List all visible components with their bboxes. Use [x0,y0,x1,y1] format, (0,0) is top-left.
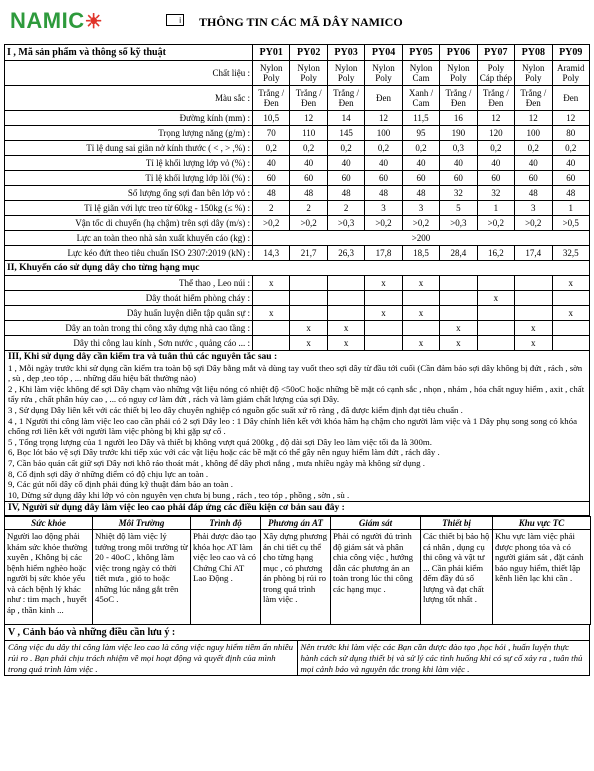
usage-mark [515,291,552,306]
usage-mark: x [402,306,439,321]
usage-mark [552,336,590,351]
spec-value: 40 [440,156,477,171]
usage-mark [253,321,290,336]
spec-label: Chất liệu : [5,61,253,86]
spec-value: 48 [365,186,402,201]
spec-row [5,86,590,111]
usage-mark: x [552,306,590,321]
spec-value: 110 [290,126,327,141]
spec-value: 95 [402,126,439,141]
usage-mark [253,291,290,306]
spec-value: 32,5 [552,246,590,261]
usage-mark [402,291,439,306]
spec-value: >0,2 [290,216,327,231]
usage-mark [327,306,364,321]
spec-label: Vận tốc di chuyển (hạ chậm) trên sợi dây (m/s) : [5,216,253,231]
warning-left: Công việc đu dây thi công làm việc leo cao là công việc nguy hiểm tiềm ẩn nhiều rủi ro . Bạn phải chịu trách nhiệm về mọi hoạt động và quyết định của mình trong quá trình làm việc . [5,641,298,675]
guideline-item: 5 , Tổng trọng lượng của 1 người leo Dây và thiết bị không vượt quá 200kg , độ dài sợi Dây leo làm việc tối đa là 300m. [8,436,432,447]
usage-mark [290,291,327,306]
usage-mark [477,276,514,291]
usage-row [5,276,590,291]
spec-label: Lực an toàn theo nhà sản xuất khuyến cáo (kg) : [5,231,253,246]
guideline-item: 10, Dừng sử dụng dây khi lớp vỏ còn nguyên vẹn chưa bị bung , rách , teo tóp , phồng , sờn , sù . [8,489,350,500]
spec-row [5,216,590,231]
spec-value: 48 [552,186,590,201]
guideline-item: 9, Các gút nối dây cố định phải đúng kỹ thuật đảm bảo an toàn . [8,479,234,490]
spec-row [5,156,590,171]
usage-label: Dây thi công lau kính , Sơn nước , quảng cáo ... : [5,336,253,351]
spec-value: 10,5 [253,111,290,126]
spec-value: 60 [327,171,364,186]
spec-value: 5 [440,201,477,216]
warning-right: Nên trước khi làm việc các Bạn cần được đào tạo ,học hỏi , huấn luyện thực hành cách sử dụng thiết bị và sử lý các tình huống khi có sự cố xảy ra , tuân thủ mọi cảnh báo và nguyên tắc trong khi làm việc . [300,641,583,674]
spec-value: 16 [440,111,477,126]
spec-value: 14 [327,111,364,126]
guideline-item: 2 , Khi làm việc không để sợi Dây chạm vào những vật liệu nóng có nhiệt độ <50oC hoặc những bề mặt có cạnh sắc , nhọn , nhám , hóa chất nguy hiểm , axit , chất tẩy rửa , chất phân hủy cao , ... có nguy cơ làm đứt , rách và làm giảm chất lượng của sợi Dây. [8,383,585,405]
spec-row [5,201,590,216]
warnings [4,641,590,676]
spec-value: Trắng / Đen [515,86,552,111]
spec-label: Màu sắc : [5,86,253,111]
spec-value: Xanh / Cam [402,86,439,111]
condition-heading: Giám sát [331,516,421,529]
spec-row [5,111,590,126]
spec-value: 0,2 [515,141,552,156]
section-3-title: III, Khi sử dụng dây cần kiểm tra và tuân thủ các nguyên tắc sau : [8,352,278,362]
spec-value: 60 [402,171,439,186]
condition-heading: Phương án AT [261,516,331,529]
condition-heading: Thiết bị [421,516,493,529]
condition-heading: Trình độ [191,516,261,529]
usage-mark [253,336,290,351]
condition-text: Phải có người đủ trình độ giám sát và phân chia công việc , hướng dẫn các phương án an toàn trong lúc thi công các hạng mục . [331,529,421,624]
spec-label: Lực kéo đứt theo tiêu chuẩn ISO 2307:2019 (kN) : [5,246,253,261]
spec-value: >0,3 [327,216,364,231]
spec-value: 0,2 [552,141,590,156]
spec-value: >0,5 [552,216,590,231]
spec-value: 60 [365,171,402,186]
spec-value: 12 [290,111,327,126]
section-4-header [4,502,590,516]
spec-value: 1 [477,201,514,216]
spec-value: 48 [515,186,552,201]
spec-value: 40 [477,156,514,171]
spec-value: 40 [365,156,402,171]
usage-mark [477,306,514,321]
condition-heading: Môi Trường [93,516,191,529]
spec-value: Nylon Poly [440,61,477,86]
spec-value: 40 [253,156,290,171]
spec-value: 60 [290,171,327,186]
spec-value: 100 [365,126,402,141]
spec-value: 18,5 [402,246,439,261]
product-code: PY03 [327,45,364,61]
usage-row [5,306,590,321]
header [4,0,590,44]
spec-value: Đen [365,86,402,111]
usage-mark: x [253,306,290,321]
product-code: PY05 [402,45,439,61]
spec-value: Nylon Poly [515,61,552,86]
document-title: THÔNG TIN CÁC MÃ DÂY NAMICO [199,15,403,29]
spec-value: 32 [440,186,477,201]
spec-row [5,246,590,261]
spec-value: 0,2 [365,141,402,156]
usage-mark [440,306,477,321]
spec-value: 2 [290,201,327,216]
usage-label: Dây huấn luyện diễn tập quân sự : [5,306,253,321]
spec-value: 0,2 [290,141,327,156]
spec-value: 3 [515,201,552,216]
product-code: PY04 [365,45,402,61]
spec-value: Nylon Cam [402,61,439,86]
usage-mark: x [552,276,590,291]
spec-value: 60 [253,171,290,186]
usage-label: Dây an toàn trong thi công xây dựng nhà cao tầng : [5,321,253,336]
spec-value: Aramid Poly [552,61,590,86]
usage-mark: x [402,336,439,351]
spec-row [5,126,590,141]
usage-mark: x [327,336,364,351]
spec-value: Nylon Poly [327,61,364,86]
spec-label: Tỉ lệ khối lượng lớp lõi (%) : [5,171,253,186]
usage-mark [402,321,439,336]
spec-value: 48 [327,186,364,201]
spec-value: 0,2 [253,141,290,156]
spec-label: Trọng lượng năng (g/m) : [5,126,253,141]
product-code: PY07 [477,45,514,61]
usage-mark [327,291,364,306]
spec-value: 0,2 [477,141,514,156]
spec-value: 120 [477,126,514,141]
usage-mark: x [365,276,402,291]
spec-value: 70 [253,126,290,141]
spec-value: 16,2 [477,246,514,261]
spec-value: >0,2 [515,216,552,231]
usage-mark [365,336,402,351]
usage-mark [552,291,590,306]
usage-mark [290,306,327,321]
spec-value: 0,2 [327,141,364,156]
spec-value: >0,2 [365,216,402,231]
spec-label: Tỉ lệ dung sai giãn nở kính thước ( < , > ,%) : [5,141,253,156]
condition-text: Xây dựng phương án chi tiết cụ thể cho từng hạng mục , có phương án phòng bị rủi ro trong quá trình làm việc . [261,529,331,624]
spec-value: 60 [552,171,590,186]
spec-value: 48 [253,186,290,201]
spec-row [5,231,590,246]
usage-mark: x [290,336,327,351]
product-code: PY01 [253,45,290,61]
specs-header-row [5,45,590,61]
spec-value: >0,2 [477,216,514,231]
usage-mark [365,291,402,306]
usage-label: Thể thao , Leo núi : [5,276,253,291]
spec-label: Tỉ lệ giãn với lực treo từ 60kg - 150kg (≤ %) : [5,201,253,216]
spec-value: 17,4 [515,246,552,261]
guideline-item: 8, Cố định sợi dây ở những điểm có độ chịu lực an toàn . [8,468,209,479]
usage-mark: x [440,321,477,336]
condition-heading: Sức khỏe [5,516,93,529]
section-3-guidelines [4,351,590,502]
spec-label: Số lượng ống sợi đan bên lớp vỏ : [5,186,253,201]
spec-value: 0,2 [402,141,439,156]
usage-row [5,321,590,336]
spec-value: Trắng / Đen [477,86,514,111]
guideline-item: 3 , Sử dụng Dây liên kết với các thiết bị leo dây chuyên nghiệp có nguồn gốc suất xứ rõ ràng , đã được kiểm định đạt tiêu chuẩn . [8,404,463,415]
spec-value: Trắng / Đen [290,86,327,111]
usage-mark [477,321,514,336]
spec-value: 12 [365,111,402,126]
condition-text: Phải được đào tạo khóa học AT làm việc leo cao và có Chứng Chỉ AT Lao Động . [191,529,261,624]
spec-value: Nylon Poly [253,61,290,86]
spec-value: Nylon Poly [365,61,402,86]
spec-row [5,186,590,201]
spec-merged-value: >200 [253,231,590,246]
spec-value: 60 [477,171,514,186]
spec-value: 40 [552,156,590,171]
usage-mark [290,276,327,291]
sun-icon: ☀ [84,11,104,33]
spec-value: 48 [402,186,439,201]
usage-mark: x [515,321,552,336]
spec-value: Trắng / Đen [327,86,364,111]
spec-value: 145 [327,126,364,141]
spec-row [5,141,590,156]
spec-value: 40 [402,156,439,171]
spec-value: Đen [552,86,590,111]
usage-mark: x [477,291,514,306]
spec-value: 3 [402,201,439,216]
usage-mark [327,276,364,291]
spec-row [5,61,590,86]
spec-value: 80 [552,126,590,141]
usage-label: Dây thoát hiểm phòng cháy : [5,291,253,306]
spec-value: >0,2 [253,216,290,231]
usage-mark: x [290,321,327,336]
spec-value: 12 [552,111,590,126]
usage-row [5,291,590,306]
spec-value: 28,4 [440,246,477,261]
usage-mark: x [515,336,552,351]
condition-text: Các thiết bị bảo hộ cá nhân , dụng cụ thi công và vật tư ... Cần phải kiểm đếm đầy đủ số lượng và đạt chất lượng tốt nhất . [421,529,493,624]
spec-row [5,171,590,186]
guideline-item: 7, Cần bảo quản cất giữ sợi Dây nơi khô ráo thoát mát , không để dây phơi nắng , mưa nhiều ngày mà không sử dụng . [8,457,425,468]
spec-value: 60 [440,171,477,186]
spec-value: 12 [515,111,552,126]
usage-mark [515,276,552,291]
product-code: PY09 [552,45,590,61]
usage-mark: x [402,276,439,291]
spec-value: 48 [290,186,327,201]
spec-value: >0,2 [402,216,439,231]
usage-mark [440,276,477,291]
condition-text: Nhiệt độ làm việc lý tưởng trong môi trường từ 20 - 40oC , không làm việc trong ngày có thời tiết mưa , gió to hoặc những lúc nắng gắt trên 45oC . [93,529,191,624]
usage-row [5,336,590,351]
book-icon: i [166,14,184,26]
condition-heading: Khu vực TC [493,516,591,529]
product-code: PY02 [290,45,327,61]
usage-mark [365,321,402,336]
usage-mark: x [440,336,477,351]
spec-label: Tỉ lệ khối lượng lớp vỏ (%) : [5,156,253,171]
document-page [4,0,590,676]
spec-value: 1 [552,201,590,216]
spec-value: 12 [477,111,514,126]
usage-mark [440,291,477,306]
spec-value: 2 [253,201,290,216]
usage-mark: x [327,321,364,336]
condition-text: Người lao động phải khám sức khỏe thường xuyên , Không bị các bệnh hiểm nghèo hoặc người bị sức khỏe yếu và cách bệnh lý khác như : tim mạch , huyết áp , thần kinh ... [5,529,93,624]
guideline-item: 1 , Mỗi ngày trước khi sử dụng cần kiểm tra toàn bộ sợi Dây bằng mắt và dùng tay vuốt theo sợi dây từ đầu tới cuối (Cần đảm bảo sợi dây không bị đứt , rách , sờn , sù , dẹp ,teo tóp , ... những dấu hiệu bất thường nào) [8,362,583,384]
section-2-title: II, Khuyến cáo sử dụng dây cho từng hạng mục [5,261,590,276]
spec-value: 11,5 [402,111,439,126]
spec-value: Nylon Poly [290,61,327,86]
section-4-title: IV, Người sử dụng dây làm việc leo cao phải đáp ứng các điều kiện cơ bản sau đây : [8,503,345,514]
usage-mark [477,336,514,351]
spec-value: 26,3 [327,246,364,261]
guideline-item: 4 , 1 Người thi công làm việc leo cao cần phải có 2 sợi Dây leo : 1 Dây chính liên kết với khóa hãm hạ chậm cho người làm việc và 1 Dây phụ song song có khóa chống rơi liên kết với người làm việc phòng bị khi gặp sự cố . [8,415,578,437]
spec-value: 14,3 [253,246,290,261]
spec-value: 100 [515,126,552,141]
specs-table [4,44,590,351]
spec-value: 40 [515,156,552,171]
spec-value: 2 [327,201,364,216]
spec-value: >0,3 [440,216,477,231]
spec-value: Trắng / Đen [440,86,477,111]
condition-text: Khu vực làm việc phải được phong tỏa và có người giám sát , đặt cảnh báo nguy hiểm, thiết lập kênh liên lạc khi cần . [493,529,591,624]
section-1-title: I , Mã sản phẩm và thông số kỹ thuật [5,45,253,61]
product-code: PY06 [440,45,477,61]
spec-value: 60 [515,171,552,186]
spec-label: Đường kính (mm) : [5,111,253,126]
usage-mark: x [253,276,290,291]
spec-value: Poly Cáp thép [477,61,514,86]
spec-value: Trắng / Đen [253,86,290,111]
namico-logo [10,8,103,34]
guideline-item: 6, Bọc lót bảo vệ sợi Dây trước khi tiếp xúc với các vật liệu hoặc các bề mặt có thể gây nên nguy hiểm làm đứt , rách dây . [8,447,440,458]
spec-value: 0,3 [440,141,477,156]
spec-value: 17,8 [365,246,402,261]
spec-value: 190 [440,126,477,141]
spec-value: 40 [290,156,327,171]
section-5-title: V , Cảnh báo và những điều cần lưu ý : [4,625,590,641]
product-code: PY08 [515,45,552,61]
spec-value: 40 [327,156,364,171]
logo-text: NAMIC [10,8,85,33]
usage-mark: x [365,306,402,321]
spec-value: 32 [477,186,514,201]
section-2-row [5,261,590,276]
spec-value: 3 [365,201,402,216]
spec-value: 21,7 [290,246,327,261]
usage-mark [552,321,590,336]
conditions-table [4,516,591,625]
usage-mark [515,306,552,321]
